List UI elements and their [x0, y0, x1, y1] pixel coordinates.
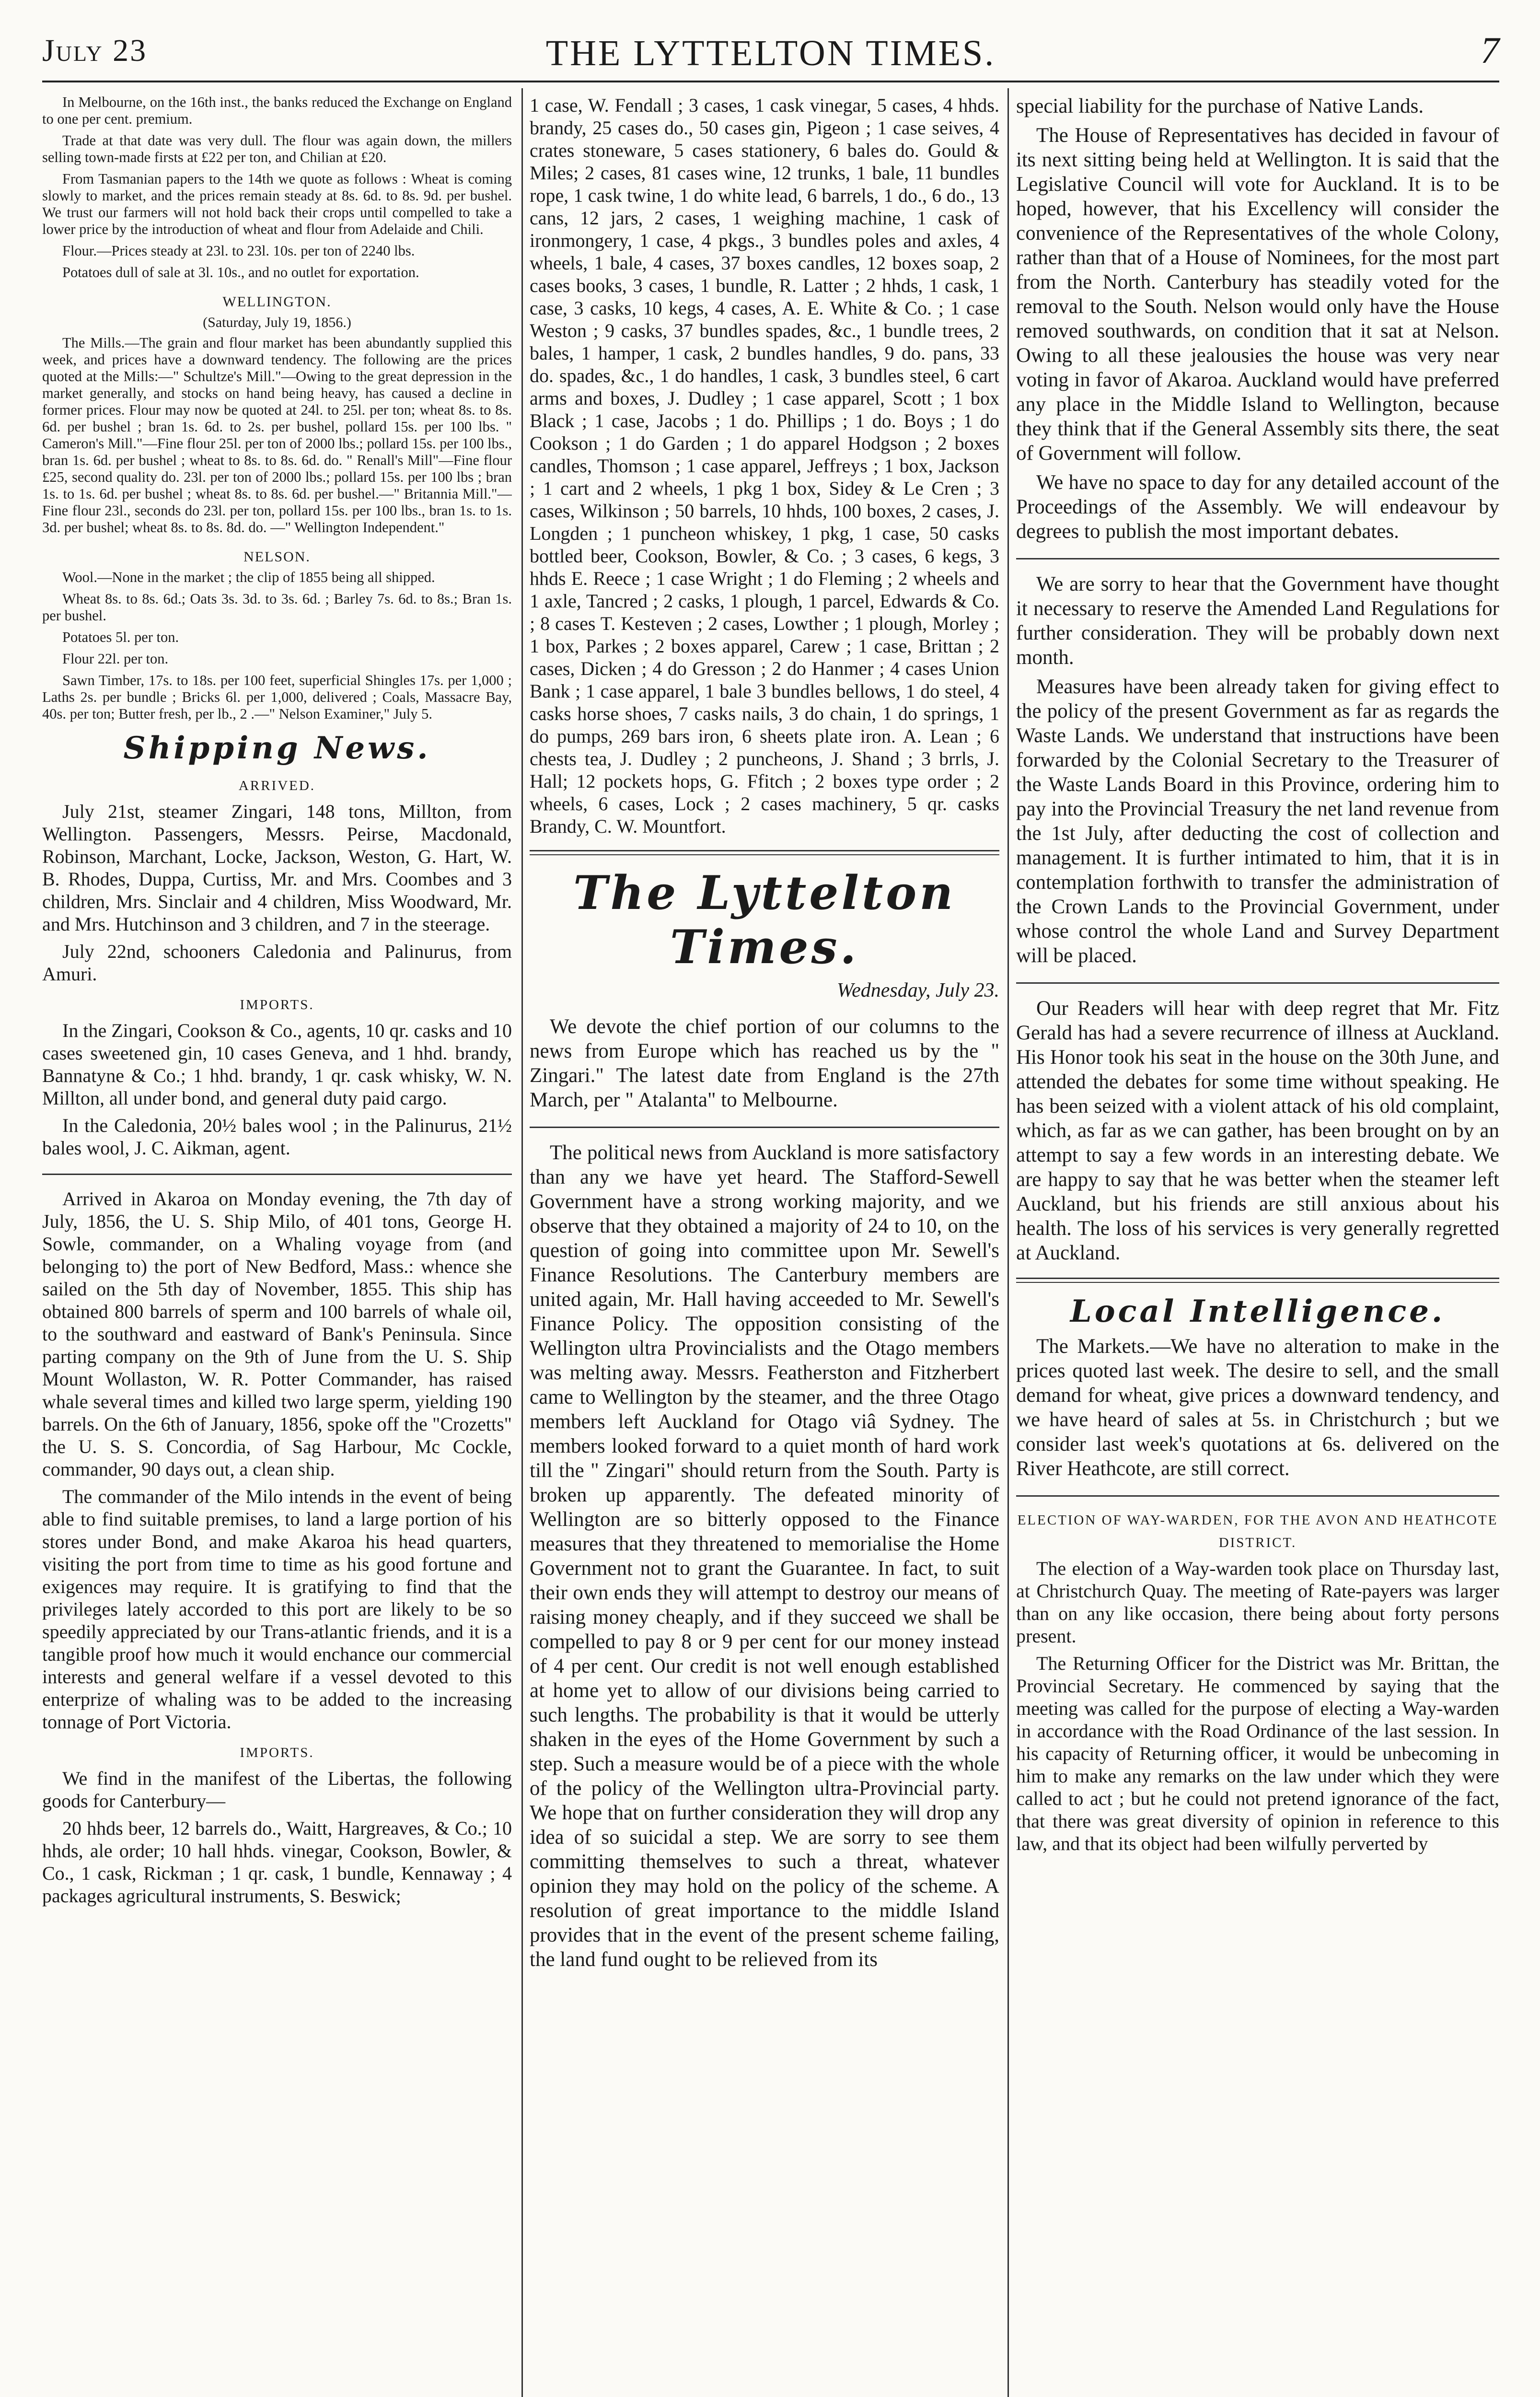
imports-heading-2: IMPORTS. [240, 1745, 314, 1760]
column-2 [530, 94, 999, 2397]
section-divider [42, 1174, 512, 1175]
markets-paragraph: The Markets.—We have no alteration to make in the prices quoted last week. The desire to sell, and the small demand for wheat, give prices a downward tendency, and we have heard of sales at 5s. in Christchurch ; but we consider last week's quotations at 6s. delivered on the River Heathcote, are still correct. [1016, 1335, 1499, 1480]
tasmania-paragraph: From Tasmanian papers to the 14th we quote as follows : Wheat is coming slowly to market, and the prices remain steady at 8s. 6d. to 8s. 9d. per bushel. We trust our farmers will not hold back their crops until compelled to take a lower price by the introduction of wheat and flour from Adelaide and Chili. [42, 171, 512, 237]
lyttelton-times-masthead: The Lyttelton Times. [573, 866, 956, 974]
article-paragraph: Measures have been already taken for giving effect to the policy of the present Government as far as regards the Waste Lands. We understand that instructions have been forwarded by the Colonial Secretary to the Treasurer of the Waste Lands Board in this Province, ordering him to pay into the Provincial Treasury the net land revenue from the 1st July, after deducting the cost of collection and management. It is further intimated to him, that it is in contemplation forthwith to transfer the administration of the Crown Lands to the Provincial Government, under whose control the whole Land and Survey Department will be placed. [1016, 675, 1499, 967]
cargo-list-paragraph: 1 case, W. Fendall ; 3 cases, 1 cask vinegar, 5 cases, 4 hhds. brandy, 25 cases do., 50 cases gin, Pigeon ; 1 case seives, 4 crates stoneware, 5 cases stationery, 6 bales do. Gould & Miles; 2 cases, 81 cases wine, 12 trunks, 1 bale, 11 bundles rope, 1 cask twine, 1 do white lead, 6 barrels, 1 do., 6 do., 13 cans, 12 jars, 2 cases, 1 weighing machine, 1 cask of ironmongery, 1 case, 4 pkgs., 3 bundles poles and axles, 4 wheels, 1 bale, 4 cases, 37 boxes candles, 12 boxes soap, 2 cases books, 3 cases, 1 bundle, R. Latter ; 2 hhds, 1 cask, 1 case, 3 casks, 10 kegs, 4 cases, A. E. White & Co. ; 1 case Weston ; 9 casks, 37 bundles spades, &c., 1 bundle trees, 2 bales, 1 hamper, 1 cask, 2 bundles handles, 9 do. pans, 33 do. spades, &c., 1 do handles, 1 cask, 3 bundles steel, 6 cart arms and boxes, J. Dudley ; 1 case apparel, Scott ; 1 box Black ; 1 case, Jacobs ; 1 do. Phillips ; 1 do. Boys ; 1 do Cookson ; 1 do Garden ; 1 do apparel Hodgson ; 2 boxes candles, Thomson ; 1 case apparel, Jeffreys ; 1 box, Jackson ; 1 cart and 2 wheels, 1 pkg 1 box, Sidey & Le Cren ; 3 cases, Wilkinson ; 50 barrels, 10 hhds, 100 boxes, 2 cases, J. Longden ; 1 puncheon whiskey, 1 pkg, 1 case, 50 casks bottled beer, Cookson, Bowler, & Co. ; 3 cases, 6 kegs, 3 hhds E. Reece ; 1 case Wright ; 1 do Fleming ; 2 wheels and 1 axle, Tancred ; 2 casks, 1 plough, 1 parcel, Edwards & Co. ; 8 cases T. Kesteven ; 2 cases, Lowther ; 1 plough, Morley ; 1 box, Parkes ; 2 boxes apparel, Carew ; 1 case, Brittan ; 2 cases, Dicken ; 4 do Gresson ; 2 do Hanmer ; 4 cases Union Bank ; 1 case apparel, 1 bale 3 bundles bellows, 1 do steel, 4 casks horse shoes, 7 casks nails, 3 do chain, 1 do springs, 1 do pumps, 269 bars iron, 6 sheets plate iron. A. Lean ; 6 chests tea, J. Dudley ; 2 puncheons, J. Shand ; 3 brrls, J. Hall; 12 pockets hops, G. Ffitch ; 2 boxes type order ; 2 wheels, 6 cases, Lock ; 2 cases machinery, 5 qr. casks Brandy, C. W. Mountfort. [530, 94, 999, 837]
imports-heading: IMPORTS. [240, 997, 314, 1012]
masthead-divider [530, 850, 999, 855]
milo-paragraph: The commander of the Milo intends in the event of being able to find suitable premises, to land a large portion of his stores under Bond, and make Akaroa his head quarters, visiting the port from time to time as his good fortune and exigences may require. It is gratifying to find that the privileges lately accorded to this port are likely to be so speedily appreciated by our Trans-atlantic friends, and it is a tangible proof how much it would enchance our commercial interests and general welfare if a vessel devoted to this enterprize of whaling was to be added to the increasing tonnage of Port Victoria. [42, 1486, 512, 1733]
newspaper-title: THE LYTTELTON TIMES. [545, 33, 996, 73]
election-heading: ELECTION OF WAY-WARDEN, FOR THE AVON AND HEATHCOTE DISTRICT. [1017, 1513, 1498, 1550]
melbourne-paragraph: In Melbourne, on the 16th inst., the banks reduced the Exchange on England to one per cent. premium. [42, 94, 512, 127]
election-paragraph: The Returning Officer for the District was Mr. Brittan, the Provincial Secretary. He commenced by saying that the meeting was called for the purpose of electing a Way-warden in accordance with the Road Ordinance of the last session. In his capacity of Returning officer, it would be unbecoming in him to make any remarks on the law under which they were called to act ; but he could not pretend ignorance of the fact, that there was great diversity of opinion in reference to this law, and that its object had been wilfully perverted by [1016, 1652, 1499, 1854]
arrived-paragraph: July 21st, steamer Zingari, 148 tons, Millton, from Wellington. Passengers, Messrs. Peirse, Macdonald, Robinson, Marchant, Locke, Jackson, Weston, G. Hart, W. B. Rhodes, Duppa, Curtiss, Mr. and Mrs. Coombes and 3 children, Mrs. Sinclair and 4 children, Miss Woodward, Mr. and Mrs. Hutchinson and 3 children, and 7 in the steerage. [42, 801, 512, 935]
editorial-dateline: Wednesday, July 23. [836, 979, 999, 1001]
melbourne-paragraph: Trade at that date was very dull. The flour was again down, the millers selling town-made firsts at £22 per ton, and Chilian at £20. [42, 132, 512, 165]
nelson-paragraph: Flour 22l. per ton. [62, 651, 169, 667]
section-divider [1016, 558, 1499, 559]
article-paragraph: The House of Representatives has decided in favour of its next sitting being held at Wellington. It is said that the Legislative Council will vote for Auckland. It is to be hoped, however, that his Excellency will consider the convenience of the Representatives of the whole Colony, rather than that of a House of Nominees, for the most part from the North. Canterbury has steadily voted for the removal to the South. Nelson would only have the House removed southwards, on condition that it sat at Nelson. Owing to all these jealousies the house was very near voting in favor of Akaroa. Auckland would have preferred any place in the Middle Island to Wellington, because they think that if the General Assembly sits there, the seat of Government will follow. [1016, 124, 1499, 465]
section-divider [1016, 1495, 1499, 1497]
issue-date: July 23 [42, 33, 148, 68]
local-intelligence-title: Local Intelligence. [1070, 1293, 1446, 1329]
nelson-paragraph: Wool.—None in the market ; the clip of 1855 being all shipped. [62, 569, 435, 585]
column-rule-1 [521, 88, 523, 2397]
column-3 [1016, 94, 1499, 2397]
column-1 [42, 94, 512, 2397]
page-number: 7 [1481, 29, 1499, 71]
section-divider [530, 1127, 999, 1128]
nelson-paragraph: Sawn Timber, 17s. to 18s. per 100 feet, superficial Shingles 17s. per 1,000 ; Laths 2s. per bundle ; Bricks 6l. per 1,000, delivered ; Coals, Massacre Bay, 40s. per ton; Butter fresh, per lb., 2 .—" Nelson Examiner," July 5. [42, 672, 512, 722]
wellington-mills-paragraph: The Mills.—The grain and flour market has been abundantly supplied this week, and prices have a downward tendency. The following are the prices quoted at the Mills:—" Schultze's Mill."—Owing to the great depression in the market generally, and stocks on hand being heavy, has caused a decline in former prices. Flour may now be quoted at 24l. to 25l. per ton; wheat 8s. to 8s. 6d. per bushel ; bran 1s. 6d. to 2s. per bushel, pollard 15s. per 100 lbs. " Cameron's Mill."—Fine flour 25l. per ton of 2000 lbs.; pollard 15s. per 100 lbs., bran 1s. 6d. per bushel ; wheat to 8s. to 8s. 6d. do. " Renall's Mill"—Fine flour £25, second quality do. 23l. per ton of 2000 lbs.; pollard 15s. per 100 lbs ; bran 1s. to 1s. 6d. per bushel ; wheat 8s. to 8s. 6d. per bushel.—" Britannia Mill."—Fine flour 23l., seconds do 23l. per ton, pollard 15s. per 100 lbs., bran 1s. to 1s. 3d. per bushel; wheat 8s. to 8s. 8d. do. —" Wellington Independent." [42, 335, 512, 535]
header-rule [42, 81, 1499, 82]
section-divider [1016, 982, 1499, 984]
shipping-news-title: Shipping News. [123, 730, 431, 766]
editorial-paragraph: The political news from Auckland is more satisfactory than any we have yet heard. The Stafford-Sewell Government have a strong working majority, and we observe that they obtained a majority of 24 to 10, on the question of going into committee upon Mr. Sewell's Finance Resolutions. The Canterbury members are united again, Mr. Hall having acceeded to Mr. Sewell's Finance Policy. The opposition consisting of the Wellington ultra Provincialists and the Otago members was melting away. Messrs. Featherston and Fitzherbert came to Wellington by the steamer, and the three Otago members left Auckland for Otago viâ Sydney. The members looked forward to a quiet month of hard work till the " Zingari" should return from the South. Party is broken up apparently. The defeated minority of Wellington are so bitterly opposed to the Finance measures that they threatened to memorialise the Home Government not to grant the Guarantee. In fact, to suit their own ends they will attempt to destroy our means of raising money cheaply, and if they succeed we shall be compelled to pay 8 or 9 per cent for our money instead of 4 per cent. Our credit is not well enough established at home yet to allow of our divisions being carried to such lengths. The probability is that it would be utterly shaken in the eyes of the Home Government by such a step. Such a measure would be of a piece with the whole of the policy of the Wellington ultra-Provincial party. We hope that on further consideration they will drop any idea of so suicidal a step. We are sorry to see them committing themselves to such a threat, whatever opinion they may hold on the policy of the scheme. A resolution of great importance to the middle Island provides that in the event of the present scheme failing, the land fund ought to be relieved from its [530, 1141, 999, 1971]
election-paragraph: The election of a Way-warden took place on Thursday last, at Christchurch Quay. The meeting of Rate-payers was larger than on any like occasion, there being about forty persons present. [1016, 1558, 1499, 1647]
potatoes-paragraph: Potatoes dull of sale at 3l. 10s., and no outlet for exportation. [62, 264, 419, 280]
imports-paragraph: In the Caledonia, 20½ bales wool ; in the Palinurus, 21½ bales wool, J. C. Aikman, agent. [42, 1115, 512, 1159]
libertas-paragraph: 20 hhds beer, 12 barrels do., Waitt, Hargreaves, & Co.; 10 hhds, ale order; 10 hall hhds. vinegar, Cookson, Bowler, & Co., 1 cask, Rickman ; 1 qr. cask, 1 bundle, Kennaway ; 4 packages agricultural instruments, S. Beswick; [42, 1817, 512, 1907]
column-rule-2 [1007, 88, 1009, 2397]
editorial-paragraph: We devote the chief portion of our columns to the news from Europe which has reached us by the " Zingari." The latest date from England is the 27th March, per " Atalanta" to Melbourne. [530, 1015, 999, 1111]
flour-paragraph: Flour.—Prices steady at 23l. to 23l. 10s. per ton of 2240 lbs. [62, 243, 415, 259]
article-paragraph: special liability for the purchase of Native Lands. [1016, 95, 1424, 117]
arrived-paragraph: July 22nd, schooners Caledonia and Palinurus, from Amuri. [42, 941, 512, 985]
page-header [42, 29, 1499, 81]
libertas-paragraph: We find in the manifest of the Libertas, the following goods for Canterbury— [42, 1768, 512, 1812]
nelson-heading: NELSON. [243, 549, 311, 565]
wellington-date: (Saturday, July 19, 1856.) [203, 314, 351, 330]
nelson-paragraph: Wheat 8s. to 8s. 6d.; Oats 3s. 3d. to 3s. 6d. ; Barley 7s. 6d. to 8s.; Bran 1s. per bushel. [42, 591, 512, 624]
imports-paragraph: In the Zingari, Cookson & Co., agents, 10 qr. casks and 10 cases sweetened gin, 10 cases Geneva, and 1 hhd. brandy, Bannatyne & Co.; 1 hhd. brandy, 1 qr. cask whisky, W. N. Millton, all under bond, and general duty paid cargo. [42, 1020, 512, 1109]
section-divider [1016, 1278, 1499, 1283]
article-paragraph: We have no space to day for any detailed account of the Proceedings of the Assembly. We will endeavour by degrees to publish the most important debates. [1016, 471, 1499, 543]
wellington-heading: WELLINGTON. [222, 294, 332, 310]
milo-paragraph: Arrived in Akaroa on Monday evening, the 7th day of July, 1856, the U. S. Ship Milo, of 401 tons, George H. Sowle, commander, on a Whaling voyage from (and belonging to) the port of New Bedford, Mass.: whence she sailed on the 5th day of November, 1855. This ship has obtained 800 barrels of sperm and 100 barrels of whale oil, to the southward and eastward of Bank's Peninsula. Since parting company on the 9th of June from the U. S. Ship Mount Wollaston, W. R. Potter Commander, has raised whale several times and killed two large sperm, yielding 190 barrels. On the 6th of January, 1856, spoke off the "Crozetts" the U. S. S. Concordia, of Sag Harbour, Mc Cockle, commander, 90 days out, a clean ship. [42, 1188, 512, 1480]
nelson-paragraph: Potatoes 5l. per ton. [62, 629, 179, 645]
article-paragraph: We are sorry to hear that the Government have thought it necessary to reserve the Amended Land Regulations for further consideration. They will be probably down next month. [1016, 573, 1499, 669]
arrived-heading: ARRIVED. [238, 778, 316, 793]
article-paragraph: Our Readers will hear with deep regret that Mr. Fitz Gerald has had a severe recurrence of illness at Auckland. His Honor took his seat in the house on the 30th June, and attended the debates for some time without speaking. He has been seized with a violent attack of his old complaint, which, as far as we can gather, has been brought on by an attempt to say a few words in an interesting debate. We are happy to say that he was better when the steamer left Auckland, but his friends are still anxious about his health. The loss of his services is very generally regretted at Auckland. [1016, 997, 1499, 1264]
